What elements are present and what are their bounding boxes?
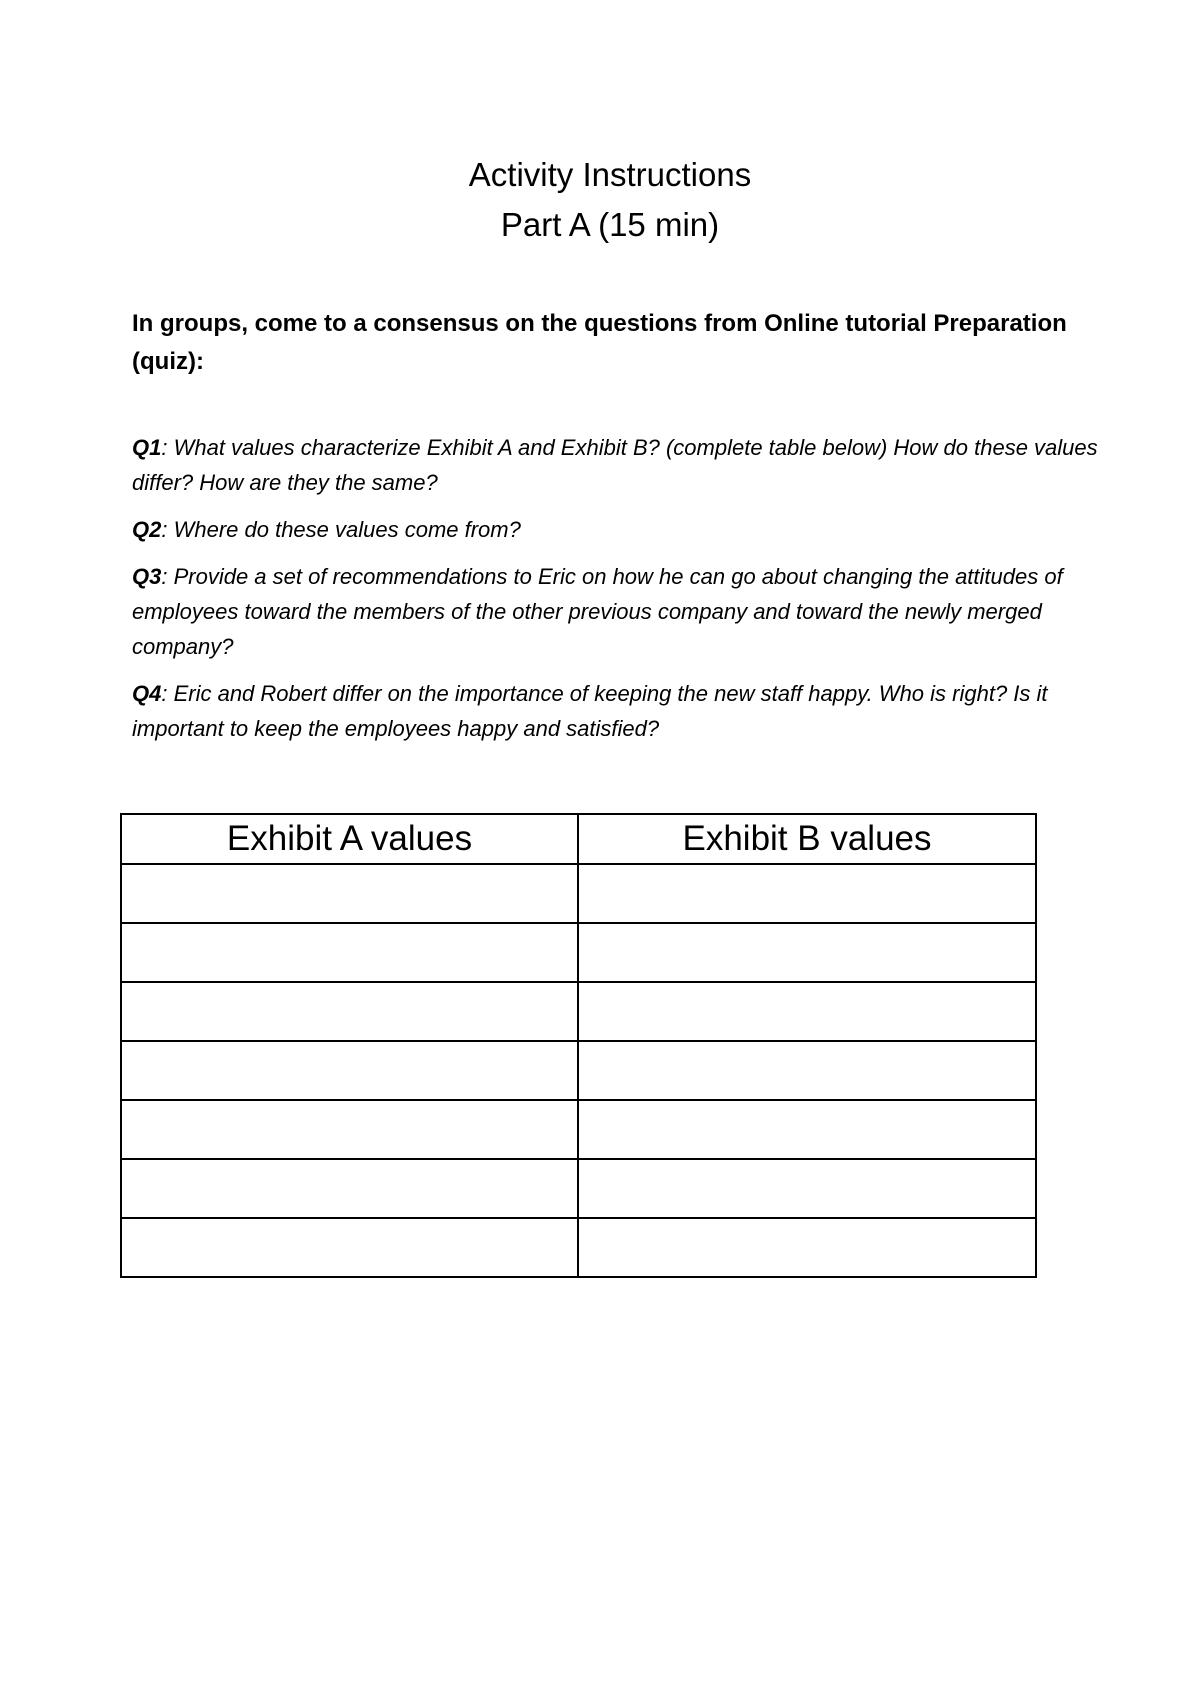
- question-1-label: Q1: [132, 435, 162, 460]
- question-4-label: Q4: [132, 681, 162, 706]
- cell-exhibit-b[interactable]: [578, 1100, 1036, 1159]
- cell-exhibit-b[interactable]: [578, 1159, 1036, 1218]
- header-exhibit-b: Exhibit B values: [578, 814, 1036, 864]
- title-block: [0, 150, 1200, 250]
- cell-exhibit-a[interactable]: [121, 1218, 578, 1277]
- cell-exhibit-b[interactable]: [578, 1218, 1036, 1277]
- table-row: [121, 1041, 1036, 1100]
- table-row: [121, 1159, 1036, 1218]
- table-row: [121, 923, 1036, 982]
- cell-exhibit-b[interactable]: [578, 864, 1036, 923]
- header-exhibit-a: Exhibit A values: [121, 814, 578, 864]
- question-4-text: : Eric and Robert differ on the importance of keeping the new staff happy. Who is right? Is it important to keep the employees happy and satisfied?: [132, 681, 1048, 741]
- table-header-row: [121, 814, 1036, 864]
- cell-exhibit-a[interactable]: [121, 1159, 578, 1218]
- cell-exhibit-a[interactable]: [121, 1041, 578, 1100]
- table-row: [121, 1100, 1036, 1159]
- table-row: [121, 864, 1036, 923]
- question-2-text: : Where do these values come from?: [161, 517, 521, 542]
- cell-exhibit-a[interactable]: [121, 864, 578, 923]
- table-row: [121, 982, 1036, 1041]
- question-3-text: : Provide a set of recommendations to Eric on how he can go about changing the attitudes of employees toward the members of the other previous company and toward the newly merged company?: [132, 564, 1063, 659]
- question-list: [132, 430, 1107, 758]
- cell-exhibit-a[interactable]: [121, 1100, 578, 1159]
- question-3: [132, 559, 1107, 664]
- cell-exhibit-b[interactable]: [578, 1041, 1036, 1100]
- question-1-text: : What values characterize Exhibit A and Exhibit B? (complete table below) How do these values differ? How are they the same?: [132, 435, 1098, 495]
- question-2: [132, 512, 1107, 547]
- table-row: [121, 1218, 1036, 1277]
- question-3-label: Q3: [132, 564, 162, 589]
- values-table: [120, 813, 1037, 1278]
- page-subtitle: Part A (15 min): [500, 206, 720, 243]
- cell-exhibit-b[interactable]: [578, 923, 1036, 982]
- cell-exhibit-b[interactable]: [578, 982, 1036, 1041]
- intro-paragraph: In groups, come to a consensus on the questions from Online tutorial Preparation (quiz):: [132, 310, 1067, 375]
- page-title: Activity Instructions: [468, 156, 752, 193]
- question-1: [132, 430, 1107, 500]
- question-2-label: Q2: [132, 517, 162, 542]
- cell-exhibit-a[interactable]: [121, 923, 578, 982]
- cell-exhibit-a[interactable]: [121, 982, 578, 1041]
- question-4: [132, 676, 1107, 746]
